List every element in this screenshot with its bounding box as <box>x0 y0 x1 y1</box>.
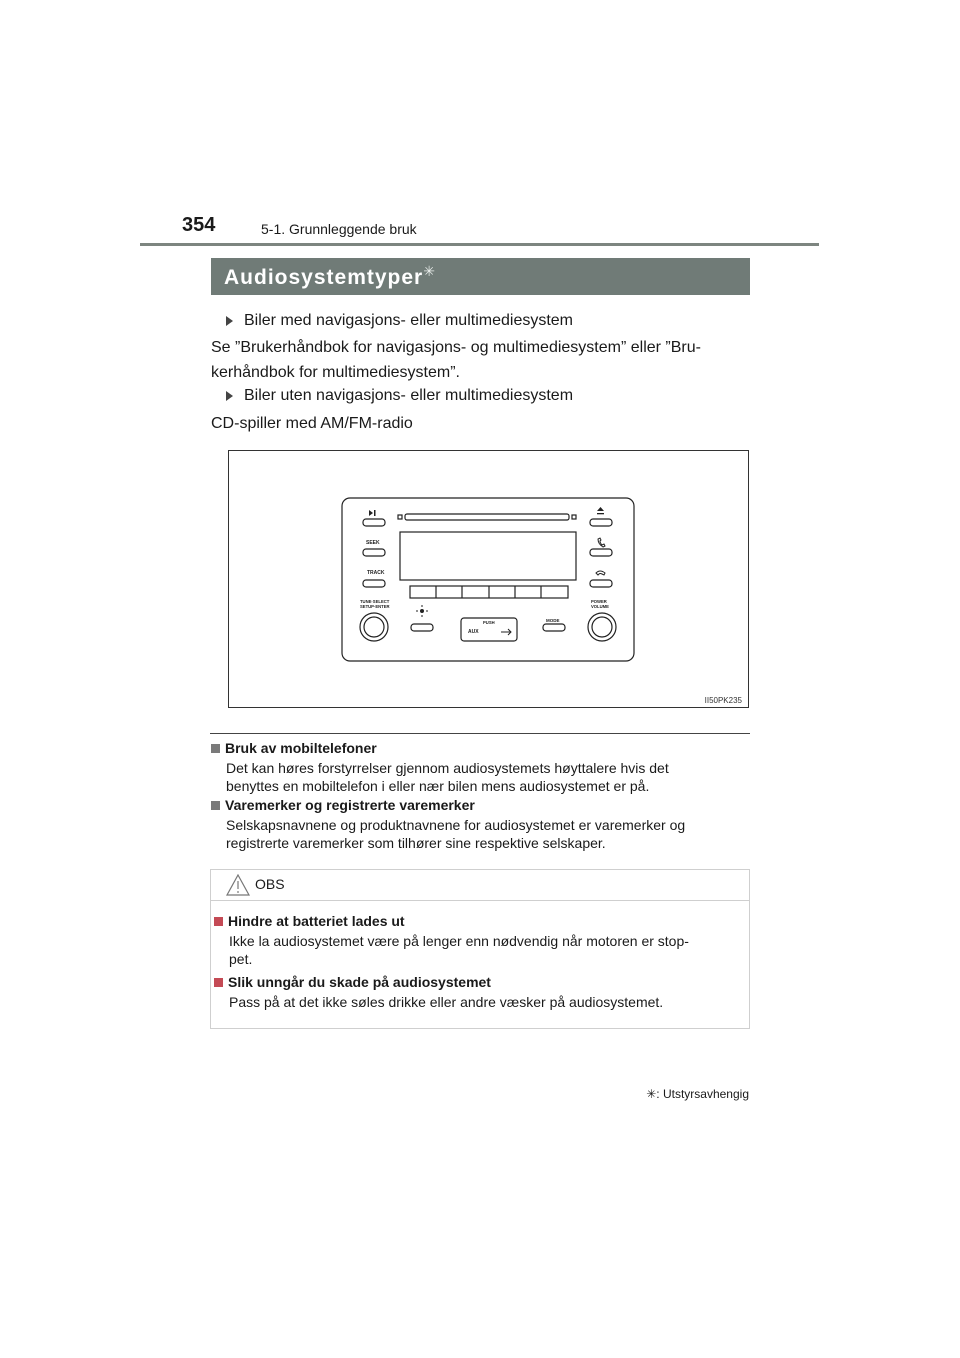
audio-unit-figure <box>228 450 749 708</box>
footnote-text: : Utstyrsavhengig <box>656 1087 749 1101</box>
bullet-item <box>226 387 573 405</box>
obs-item-title: Hindre at batteriet lades ut <box>214 913 744 929</box>
paragraph <box>211 335 701 385</box>
display-screen <box>400 532 576 580</box>
figure-code: II50PK235 <box>704 696 742 705</box>
square-bullet-icon <box>214 978 223 987</box>
obs-label: OBS <box>255 876 285 892</box>
triangle-bullet-icon <box>226 391 233 401</box>
play-icon <box>369 510 373 516</box>
obs-item-body <box>214 993 744 1011</box>
audio-unit-illustration <box>229 451 748 707</box>
aux-label: AUX <box>468 629 479 635</box>
note-line: benyttes en mobiltelefon i eller nær bilen mens audiosystemet er på. <box>226 778 650 794</box>
section-title: 5-1. Grunnleggende bruk <box>261 221 417 237</box>
obs-header-rule <box>211 900 749 901</box>
slot-marker-right <box>572 515 576 519</box>
footnote-marker-icon: ✳ <box>646 1087 657 1101</box>
note-body <box>211 759 750 795</box>
paragraph-line: Se ”Brukerhåndbok for navigasjons- og multimediesystem” eller ”Bru- <box>211 339 701 356</box>
push-label: PUSH <box>483 620 495 625</box>
seek-button <box>363 549 385 556</box>
bullet-item <box>226 312 573 330</box>
obs-content <box>214 913 744 1011</box>
obs-box <box>210 869 750 1029</box>
heading-title: Audiosystemtyper <box>224 266 424 289</box>
slot-marker-left <box>398 515 402 519</box>
track-label: TRACK <box>367 570 385 576</box>
page-heading <box>224 263 436 290</box>
light-icon <box>420 609 424 613</box>
paragraph: CD-spiller med AM/FM-radio <box>211 415 413 432</box>
bullet-text: Biler uten navigasjons- eller multimediesystem <box>244 387 574 404</box>
footnote <box>646 1087 749 1101</box>
pause-icon <box>374 510 376 516</box>
note-line: Selskapsnavnene og produktnavnene for audiosystemet er varemerker og <box>226 817 686 833</box>
mode-label: MODE <box>546 618 560 623</box>
obs-item-title: Slik unngår du skade på audiosystemet <box>214 974 744 990</box>
track-button <box>363 580 385 587</box>
notes-section <box>211 740 750 852</box>
obs-item-body <box>214 932 744 968</box>
phone-hangup-button <box>590 580 612 587</box>
eject-button <box>590 519 612 526</box>
obs-line: pet. <box>229 951 253 967</box>
note-line: Det kan høres forstyrrelser gjennom audiosystemets høyttalere hvis det <box>226 760 669 776</box>
phone-pickup-icon <box>598 538 605 547</box>
usb-icon <box>501 629 511 635</box>
header-rule <box>140 243 819 246</box>
cd-slot <box>405 514 569 520</box>
equipment-marker-icon: ✳ <box>423 263 436 279</box>
obs-line: Pass på at det ikke søles drikke eller andre væsker på audiosystemet. <box>229 994 664 1010</box>
mode-button <box>543 624 565 631</box>
bullet-text: Biler med navigasjons- eller multimediesystem <box>244 312 574 329</box>
phone-pickup-button <box>590 549 612 556</box>
eject-icon <box>597 507 604 511</box>
power-label: POWER <box>591 599 607 604</box>
triangle-bullet-icon <box>226 316 233 326</box>
note-title: Varemerker og registrerte varemerker <box>211 797 750 813</box>
phone-hangup-icon <box>596 571 605 575</box>
note-title: Bruk av mobiltelefoner <box>211 740 750 756</box>
square-bullet-icon <box>211 744 220 753</box>
obs-line: Ikke la audiosystemet være på lenger enn nødvendig når motoren er stop- <box>229 933 689 949</box>
note-line: registrerte varemerker som tilhører sine respektive selskaper. <box>226 835 606 851</box>
seek-label: SEEK <box>366 540 380 546</box>
square-bullet-icon <box>214 917 223 926</box>
setup-enter-label: SETUP·ENTER <box>360 604 390 609</box>
paragraph-line: kerhåndbok for multimediesystem”. <box>211 364 460 381</box>
notes-rule <box>210 733 750 734</box>
warning-triangle-icon <box>226 874 250 896</box>
play-pause-button <box>363 519 385 526</box>
note-body <box>211 816 750 852</box>
light-button <box>411 624 433 631</box>
volume-label: VOLUME <box>591 604 609 609</box>
page-number: 354 <box>182 214 216 236</box>
square-bullet-icon <box>211 801 220 810</box>
tune-select-label: TUNE·SELECT <box>360 599 390 604</box>
